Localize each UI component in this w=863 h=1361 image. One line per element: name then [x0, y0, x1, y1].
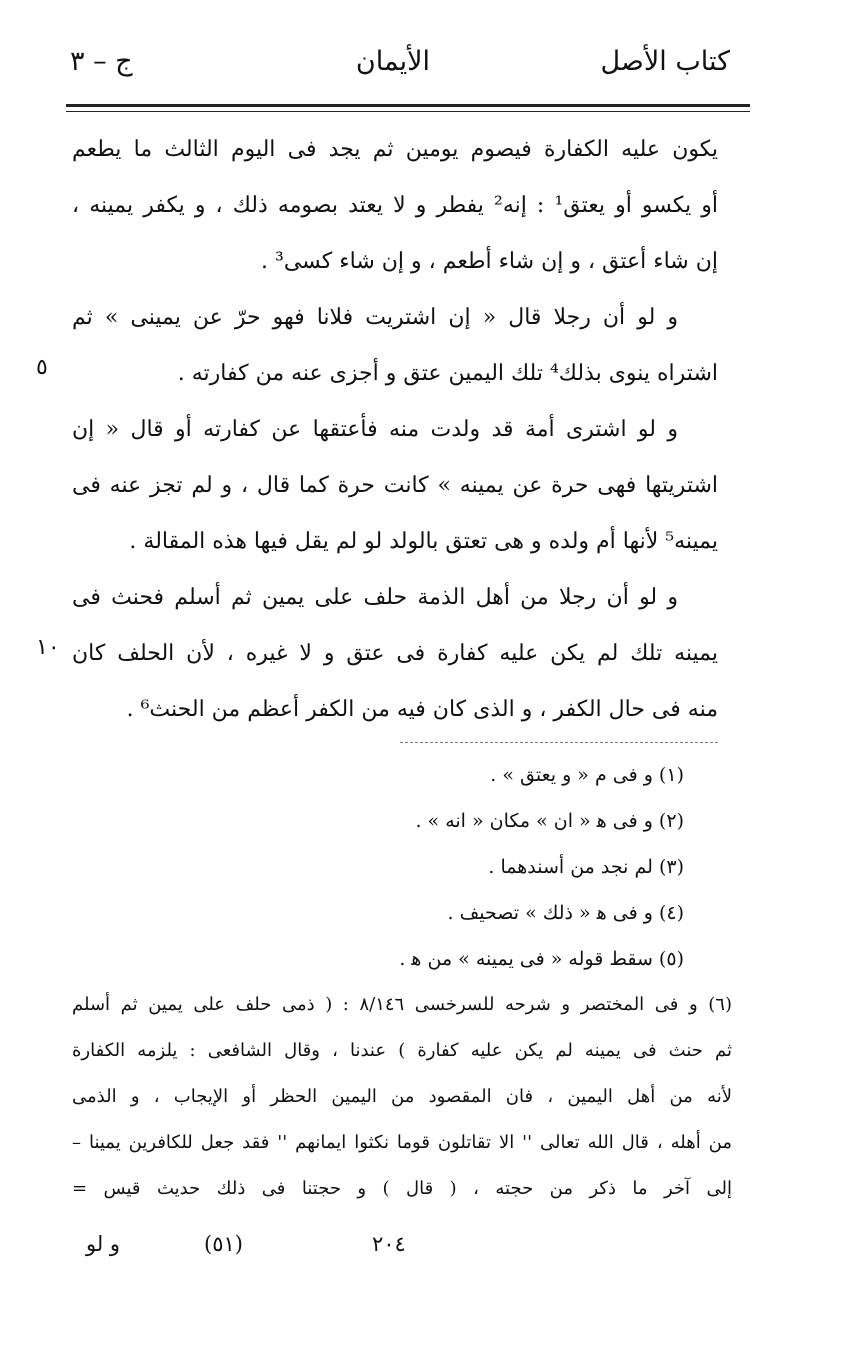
footnote-separator: [400, 742, 718, 743]
footnote: (٤) و فى ﻫ « ذلك » تصحيف .: [447, 902, 684, 924]
text-line: اشتريتها فهى حرة عن يمينه » كانت حرة كما قال ، و لم تجز عنه فى: [72, 473, 718, 498]
footnote: (٣) لم نجد من أسندهما .: [488, 856, 684, 878]
text-line: منه فى حال الكفر ، و الذى كان فيه من الكفر أعظم من الحنث⁶ .: [126, 697, 718, 722]
page-footer: [86, 1232, 486, 1268]
text-line: و لو اشترى أمة قد ولدت منه فأعتقها عن كفارته أو قال « إن: [72, 417, 678, 442]
footnote-line: ثم حنث فى يمينه لم يكن عليه كفارة ) عندنا ، وقال الشافعى : يلزمه الكفارة: [72, 1040, 732, 1061]
chapter-title: الأيمان: [355, 46, 430, 77]
text-line: إن شاء أعتق ، و إن شاء أطعم ، و إن شاء كسى³ .: [261, 249, 718, 274]
text-line: و لو أن رجلا قال « إن اشتريت فلانا فهو حرّ عن يمينى » ثم: [72, 305, 678, 330]
text-line: أو يكسو أو يعتق¹ : إنه² يفطر و لا يعتد بصومه ذلك ، و يكفر يمينه ،: [72, 193, 718, 218]
text-line: يكون عليه الكفارة فيصوم يومين ثم يجد فى اليوم الثالث ما يطعم: [72, 137, 718, 162]
line-number-5: ٥: [36, 355, 48, 380]
book-title: كتاب الأصل: [600, 46, 730, 77]
header-rule-thick: [66, 104, 750, 107]
text-line: يمينه⁵ لأنها أم ولده و هى تعتق بالولد لو لم يقل فيها هذه المقالة .: [129, 529, 718, 554]
signature-mark: (٥١): [204, 1232, 243, 1256]
header-rule-thin: [66, 111, 750, 112]
footnote: (١) و فى م « و يعتق » .: [490, 764, 684, 786]
running-header: [70, 46, 730, 96]
footnote-line: لأنه من أهل اليمين ، فان المقصود من اليمين الحظر أو الإيجاب ، و الذمى: [72, 1086, 732, 1107]
footnote-6: [72, 982, 732, 1212]
footnote-line: من أهله ، قال الله تعالى '' الا تقاتلون قوما نكثوا ايمانهم '' فقد جعل للكافرين يمينا –: [72, 1132, 732, 1153]
footnote-line: إلى آخر ما ذكر من حجته ، ( قال ) و حجتنا فى ذلك حديث قيس =: [72, 1178, 732, 1199]
footnote-line: (٦) و فى المختصر و شرحه للسرخسى ٨/١٤٦ : ( ذمى حلف على يمين ثم أسلم: [72, 994, 732, 1015]
volume-number: ج – ٣: [70, 46, 133, 77]
footnote: (٢) و فى ﻫ « ان » مكان « انه » .: [415, 810, 684, 832]
page-number: ٢٠٤: [372, 1232, 406, 1256]
footnote: (٥) سقط قوله « فى يمينه » من ﻫ .: [399, 948, 684, 970]
text-line: و لو أن رجلا من أهل الذمة حلف على يمين ثم أسلم فحنث فى: [72, 585, 678, 610]
footnotes: [72, 752, 718, 982]
text-line: يمينه تلك لم يكن عليه كفارة فى عتق و لا غيره ، لأن الحلف كان: [72, 641, 718, 666]
line-number-10: ١٠: [36, 635, 60, 660]
text-line: اشتراه ينوى بذلك⁴ تلك اليمين عتق و أجزى عنه من كفارته .: [177, 361, 718, 386]
main-text: [72, 122, 718, 738]
catchword: و لو: [86, 1232, 121, 1256]
